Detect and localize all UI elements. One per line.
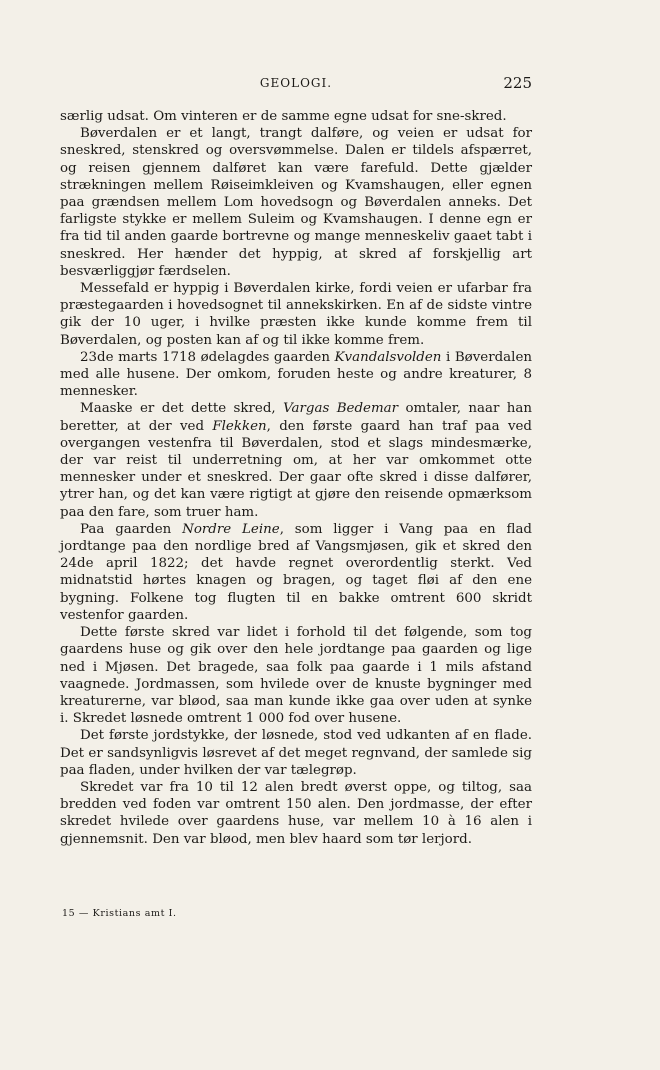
paragraph	[60, 349, 532, 401]
text-segment: Messefald er hyppig i Bøverdalen kirke, fordi veien er ufarbar fra præstegaarden i hovedsognet til annekskirken. En af de sidste vintre gik der 10 uger, i hvilke præsten ikke kunde komme frem til Bøverdalen, og posten kan af og til ikke komme frem.	[60, 281, 532, 348]
paragraph	[60, 624, 532, 727]
text-segment: Paa gaarden	[80, 521, 183, 537]
text-segment: , som ligger i Vang paa en flad jordtange paa den nordlige bred af Vangsmjøsen, gik et skred den 24de april 1822; det havde regnet overordentlig sterkt. Ved midnatstid hørtes knagen og bragen, og taget fløi af den ene bygning. Folkene tog flugten til en bakke omtrent 600 skridt vestenfor gaarden.	[60, 521, 532, 623]
text-segment: Bøverdalen er et langt, trangt dalføre, og veien er udsat for sneskred, stenskred og oversvømmelse. Dalen er tildels afspærret, og reisen gjennem dalføret kan være farefuld. Dette gjælder strækningen mellem Røiseimkleiven og Kvamshaugen, eller egnen paa grændsen mellem Lom hovedsogn og Bøverdalen anneks. Det farligste stykke er mellem Suleim og Kvamshaugen. I denne egn er fra tid til anden gaarde bortrevne og mange menneskeliv gaaet tabt i sneskred. Her hænder det hyppig, at skred af forskjellig art besværliggjør færdselen.	[60, 126, 532, 279]
printer-signature: 15 — Kristians amt I.	[62, 908, 177, 919]
italic-name: Vargas Bedemar	[283, 401, 399, 417]
text-segment: i Bøverdalen med alle husene. Der omkom, foruden heste og andre kreaturer, 8 mennesker.	[60, 349, 532, 400]
body-text	[60, 108, 532, 848]
italic-name: Flekken	[212, 418, 267, 434]
text-segment: 23de marts 1718 ødelagdes gaarden	[80, 349, 335, 365]
paragraph	[60, 280, 532, 349]
text-segment: omtaler, naar han beretter, at der ved	[60, 401, 532, 434]
page-number: 225	[503, 74, 532, 92]
paragraph	[60, 108, 532, 125]
text-segment: Det første jordstykke, der løsnede, stod ved udkanten af en flade. Det er sandsynligvis løsrevet af det meget regnvand, der samlede sig paa fladen, under hvilken der var tælegrøp.	[60, 728, 532, 778]
paragraph	[60, 779, 532, 848]
paragraph	[60, 400, 532, 520]
text-segment: Skredet var fra 10 til 12 alen bredt øverst oppe, og tiltog, saa bredden ved foden var omtrent 150 alen. Den jordmasse, der efter skredet hvilede over gaardens huse, var mellem 10 à 16 alen i gjennemsnit. Den var bløod, men blev haard som tør lerjord.	[60, 779, 532, 847]
text-segment: Maaske er det dette skred,	[80, 401, 284, 417]
italic-name: Kvandalsvolden	[334, 349, 442, 365]
paragraph	[60, 521, 532, 624]
paragraph	[60, 125, 532, 280]
running-title: GEOLOGI.	[259, 76, 333, 90]
text-segment: særlig udsat. Om vinteren er de samme egne udsat for sne-skred.	[60, 109, 507, 124]
text-segment: , den første gaard han traf paa ved overgangen vestenfra til Bøverdalen, stod et slags mindesmærke, der var reist til underretning om, at her var omkommet otte mennesker under et sneskred. Der gaar ofte skred i disse dalfører, ytrer han, og det kan være rigtigt at gjøre den reisende opmærksom paa den fare, som truer ham.	[60, 418, 533, 520]
italic-name: Nordre Leine	[182, 521, 280, 537]
text-segment: Dette første skred var lidet i forhold til det følgende, som tog gaardens huse og gik over den hele jordtange paa gaarden og lige ned i Mjøsen. Det bragede, saa folk paa gaarde i 1 mils afstand vaagnede. Jordmassen, som hvilede over de knuste bygninger med kreaturerne, var bløod, saa man kunde ikke gaa over uden at synke i. Skredet løsnede omtrent 1 000 fod over husene.	[60, 625, 532, 727]
page-header	[60, 74, 532, 94]
paragraph	[60, 727, 532, 779]
